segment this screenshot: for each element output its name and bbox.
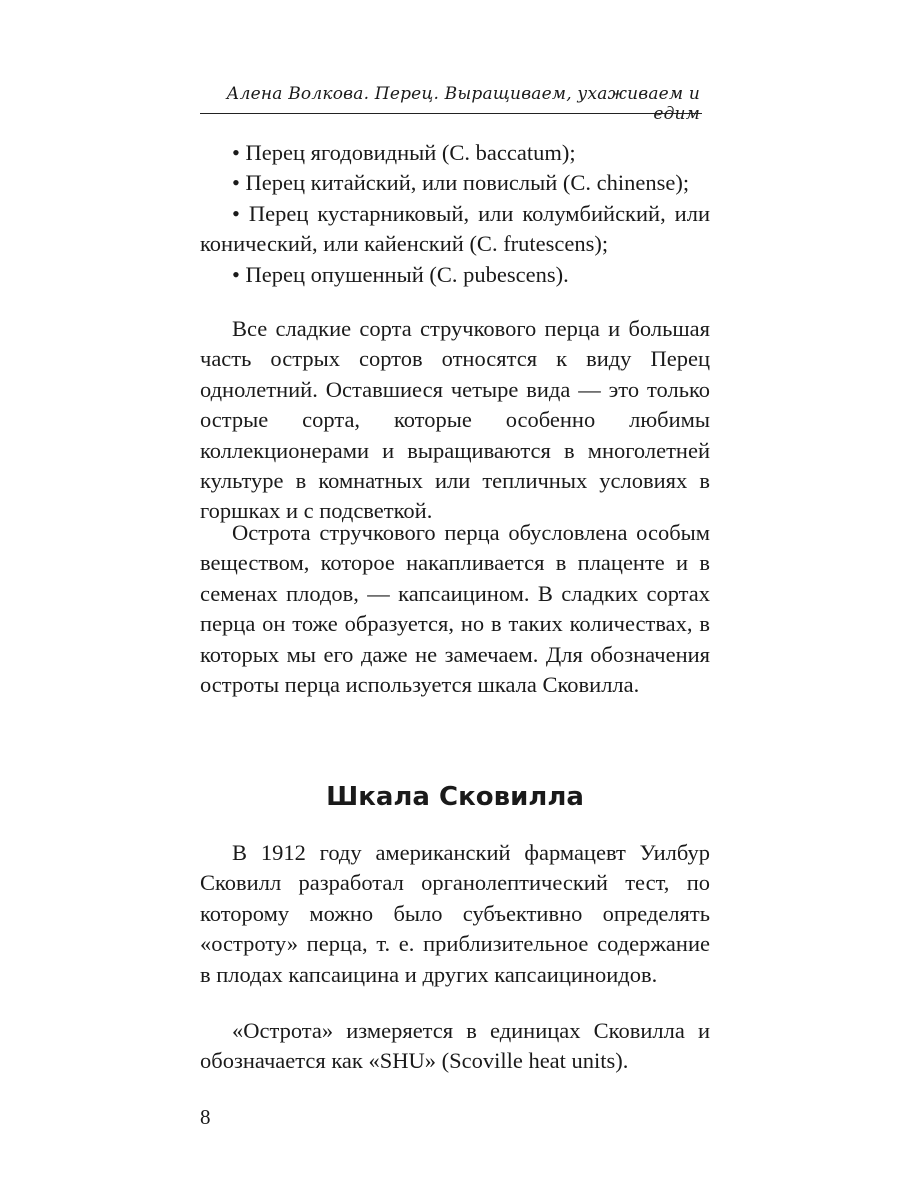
bullet-list [200,138,710,290]
list-item: • Перец кустарниковый, или колумбийский, или конический, или кайенский (C. frutescens); [200,200,710,257]
page-number: 8 [200,1105,211,1129]
list-item: • Перец опушенный (C. pubescens). [232,261,569,287]
paragraph: В 1912 году американский фармацевт Уилбур Сковилл разработал органолептический тест, по которому можно было субъективно определять «остроту» перца, т. е. приблизительное содержание в плодах капсаицина и других капсаициноидов. [200,840,710,987]
section-heading: Шкала Сковилла [326,782,584,812]
running-title: Алена Волкова. Перец. Выращиваем, ухаживаем и едим [226,84,700,124]
paragraph: Все сладкие сорта стручкового перца и большая часть острых сортов относятся к виду Перец однолетний. Оставшиеся четыре вида — это только острые сорта, которые особенно любимы коллекционерами и выращиваются в многолетней культуре в комнатных или тепличных условиях в горшках и с подсветкой. [200,316,710,524]
paragraph: «Острота» измеряется в единицах Сковилла и обозначается как «SHU» (Scoville heat units). [200,1018,710,1074]
paragraph: Острота стручкового перца обусловлена особым веществом, которое накапливается в плаценте и в семенах плодов, — капсаицином. В сладких сортах перца он тоже образуется, но в таких количествах, в которых мы его даже не замечаем. Для обозначения остроты перца используется шкала Сковилла. [200,520,710,698]
list-item: • Перец ягодовидный (C. baccatum); [232,140,576,165]
header-rule [200,113,702,114]
list-item: • Перец китайский, или повислый (C. chinense); [232,170,690,196]
